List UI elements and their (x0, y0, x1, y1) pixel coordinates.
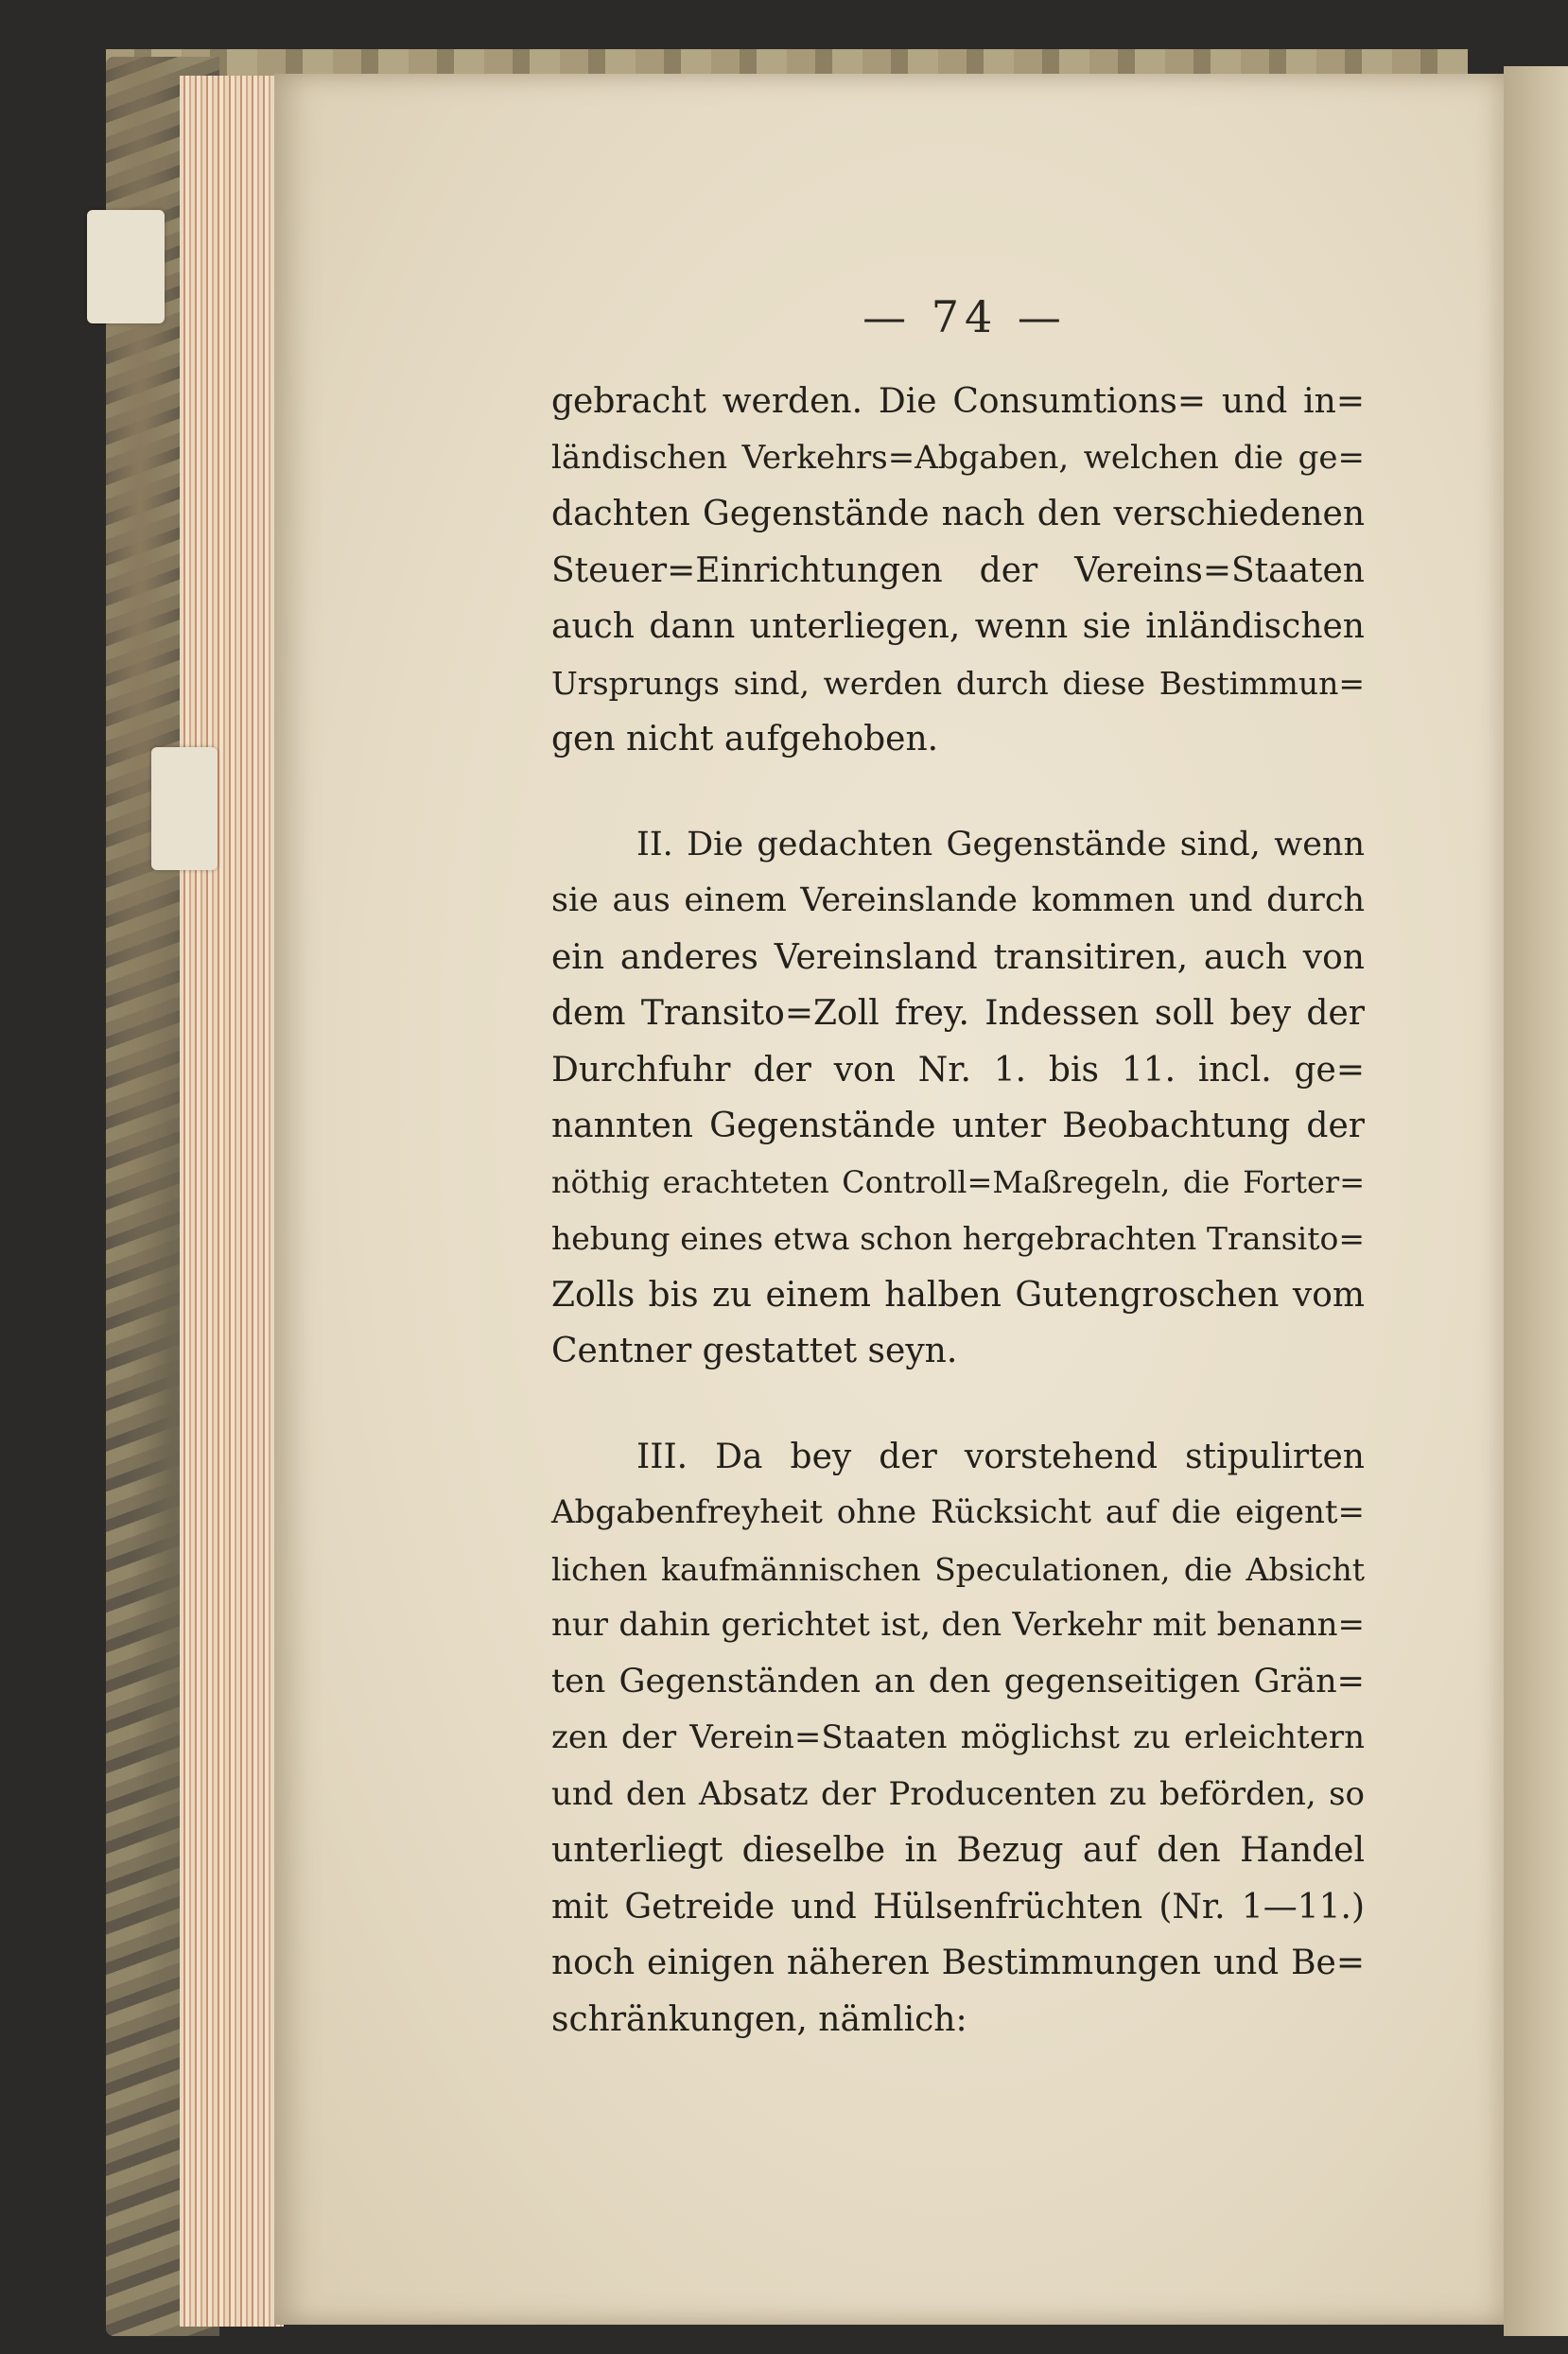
text-line: Abgabenfreyheit ohne Rücksicht auf die eigent= (551, 1493, 1365, 1531)
text-line: schränkungen, nämlich: (551, 1999, 967, 2039)
paper-tab-marker (151, 747, 218, 870)
text-line: unterliegt dieselbe in Bezug auf den Handel (551, 1831, 1365, 1870)
text-line: noch einigen näheren Bestimmungen und Be= (551, 1944, 1365, 1982)
text-line: dachten Gegenstände nach den verschiedenen (551, 495, 1365, 533)
text-line: ländischen Verkehrs=Abgaben, welchen die ge= (551, 438, 1365, 477)
text-line: Zolls bis zu einem halben Gutengroschen vom (551, 1275, 1365, 1315)
facing-page-edge (1504, 66, 1568, 2336)
text-line: auch dann unterliegen, wenn sie inländischen (551, 607, 1365, 646)
paper-tab-marker (87, 210, 165, 323)
text-line: Steuer=Einrichtungen der Vereins=Staaten (551, 550, 1365, 590)
text-line: ten Gegenständen an den gegenseitigen Grän= (551, 1662, 1365, 1700)
text-line: ein anderes Vereinsland transitiren, auch von (551, 937, 1365, 977)
paragraph-3 (551, 1429, 1365, 2049)
text-line: gen nicht aufgehoben. (551, 720, 939, 759)
text-line: und den Absatz der Producenten zu beförden, so (551, 1774, 1365, 1813)
text-line: sie aus einem Vereinslande kommen und durch (551, 881, 1365, 919)
text-line: nur dahin gerichtet ist, den Verkehr mit benann= (551, 1606, 1365, 1644)
text-line: mit Getreide und Hülsenfrüchten (Nr. 1—11.) (551, 1887, 1365, 1927)
text-line: III. Da bey der vorstehend stipulirten (636, 1437, 1365, 1476)
text-line: nöthig erachteten Controll=Maßregeln, die Forter= (551, 1163, 1365, 1200)
text-line: nannten Gegenstände unter Beobachtung der (551, 1107, 1365, 1145)
text-line: II. Die gedachten Gegenstände sind, wenn (636, 825, 1365, 863)
text-line: Centner gestattet seyn. (551, 1332, 958, 1370)
text-line: dem Transito=Zoll frey. Indessen soll bey der (551, 994, 1365, 1033)
text-line: Durchfuhr der von Nr. 1. bis 11. incl. ge= (551, 1050, 1365, 1090)
text-line: lichen kaufmännischen Speculationen, die Absicht (551, 1550, 1365, 1588)
text-line: Ursprungs sind, werden durch diese Bestimmun= (551, 664, 1365, 702)
text-line: hebung eines etwa schon hergebrachten Transito= (551, 1220, 1365, 1257)
page-text-body (551, 374, 1365, 2048)
text-line: gebracht werden. Die Consumtions= und in= (551, 382, 1365, 421)
paragraph-1 (551, 374, 1365, 768)
paragraph-2 (551, 817, 1365, 1380)
page-number-header: — 74 — (862, 291, 1067, 342)
page-edge-stack (180, 76, 284, 2327)
text-line: zen der Verein=Staaten möglichst zu erleichtern (551, 1718, 1365, 1756)
